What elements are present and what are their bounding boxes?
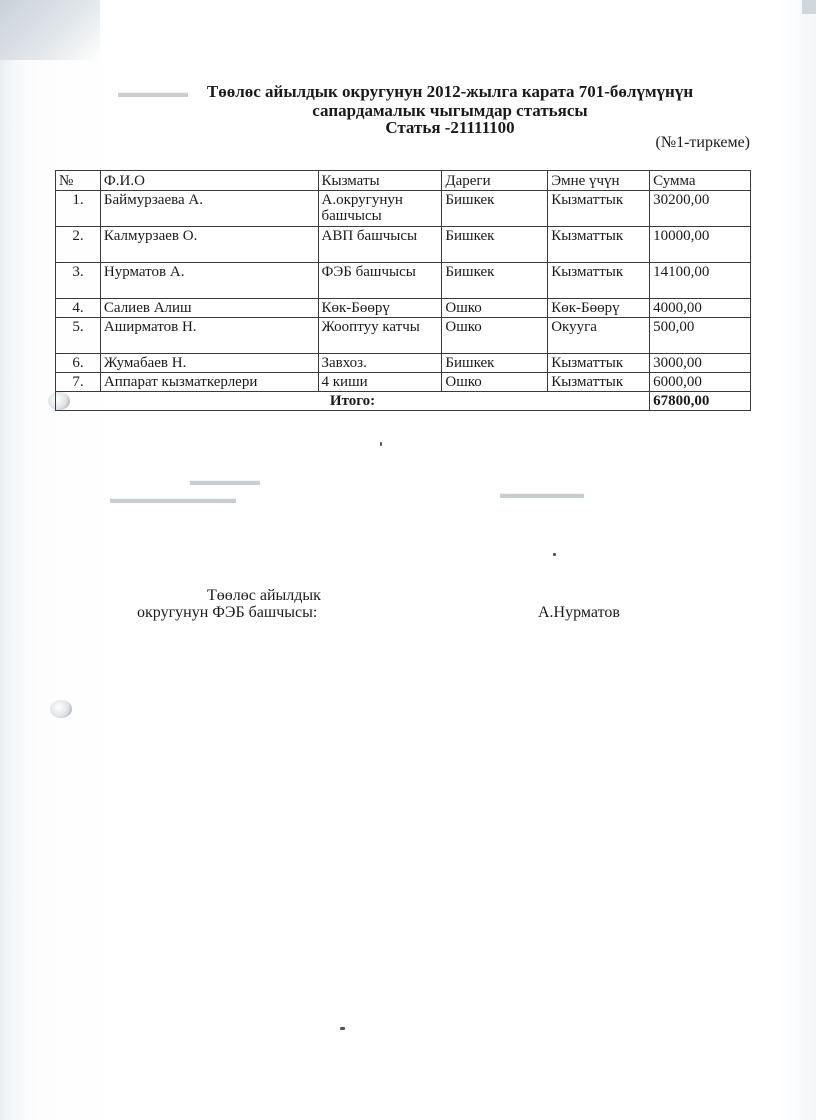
row-address: Ошко	[442, 299, 548, 318]
row-position: АВП башчысы	[318, 227, 442, 263]
row-purpose: Кызматтык	[548, 354, 650, 373]
page-corner	[802, 0, 816, 14]
title-line-3: Статья -21111100	[385, 118, 515, 137]
speck	[380, 442, 382, 446]
header-num: №	[56, 171, 101, 191]
header-position: Кызматы	[318, 171, 442, 191]
total-value: 67800,00	[650, 392, 751, 411]
table-total-row	[56, 392, 751, 411]
header-sum: Сумма	[650, 171, 751, 191]
punch-hole	[50, 700, 72, 718]
show-through-mark: ▬▬▬▬▬▬	[500, 485, 584, 501]
row-name: Аширматов Н.	[100, 318, 318, 354]
page-fold-shadow	[0, 0, 100, 60]
header-name: Ф.И.О	[100, 171, 318, 191]
row-num: 6.	[56, 354, 101, 373]
row-address: Ошко	[442, 373, 548, 392]
header-purpose: Эмне үчүн	[548, 171, 650, 191]
row-num: 4.	[56, 299, 101, 318]
row-num: 3.	[56, 263, 101, 299]
row-sum: 30200,00	[650, 191, 751, 227]
table-header-row	[56, 171, 751, 191]
total-label: Итого:	[56, 392, 650, 411]
table-row	[56, 299, 751, 318]
row-sum: 10000,00	[650, 227, 751, 263]
row-position: Завхоз.	[318, 354, 442, 373]
row-position: Көк-Бөөрү	[318, 299, 442, 318]
show-through-mark: ▬▬▬▬▬	[118, 84, 188, 100]
row-sum: 14100,00	[650, 263, 751, 299]
row-purpose: Кызматтык	[548, 373, 650, 392]
row-address: Бишкек	[442, 354, 548, 373]
row-sum: 4000,00	[650, 299, 751, 318]
table-row	[56, 373, 751, 392]
signature-line-2: округунун ФЭБ башчысы:	[137, 604, 318, 621]
appendix-label: (№1-тиркеме)	[655, 134, 750, 151]
row-address: Бишкек	[442, 263, 548, 299]
row-num: 7.	[56, 373, 101, 392]
table-row	[56, 354, 751, 373]
row-purpose: Кызматтык	[548, 263, 650, 299]
row-purpose: Көк-Бөөрү	[548, 299, 650, 318]
signature-line-1: Төөлөс айылдык	[207, 587, 321, 604]
row-position: Жооптуу катчы	[318, 318, 442, 354]
row-num: 2.	[56, 227, 101, 263]
table-row	[56, 227, 751, 263]
row-name: Нурматов А.	[100, 263, 318, 299]
row-name: Аппарат кызматкерлери	[100, 373, 318, 392]
header-address: Дареги	[442, 171, 548, 191]
expense-table	[55, 170, 751, 411]
row-sum: 3000,00	[650, 354, 751, 373]
row-name: Калмурзаев О.	[100, 227, 318, 263]
row-address: Ошко	[442, 318, 548, 354]
title-line-1: Төөлөс айылдык округунун 2012-жылга карата 701-бөлүмүнүн	[206, 82, 694, 101]
speck	[340, 1027, 345, 1030]
row-sum: 500,00	[650, 318, 751, 354]
row-num: 1.	[56, 191, 101, 227]
row-name: Салиев Алиш	[100, 299, 318, 318]
row-address: Бишкек	[442, 227, 548, 263]
row-position: А.округунун башчысы	[318, 191, 442, 227]
row-purpose: Кызматтык	[548, 191, 650, 227]
title-line-2: сапардамалык чыгымдар статьясы	[312, 101, 588, 120]
row-name: Баймурзаева А.	[100, 191, 318, 227]
row-purpose: Кызматтык	[548, 227, 650, 263]
table-row	[56, 191, 751, 227]
show-through-mark: ▬▬▬▬▬▬▬▬▬	[110, 490, 236, 506]
row-name: Жумабаев Н.	[100, 354, 318, 373]
show-through-mark: ▬▬▬▬▬	[190, 472, 260, 488]
signature-name: А.Нурматов	[538, 604, 620, 621]
table-row	[56, 318, 751, 354]
row-position: ФЭБ башчысы	[318, 263, 442, 299]
speck	[553, 553, 556, 556]
row-position: 4 киши	[318, 373, 442, 392]
row-sum: 6000,00	[650, 373, 751, 392]
row-address: Бишкек	[442, 191, 548, 227]
row-purpose: Окууга	[548, 318, 650, 354]
row-num: 5.	[56, 318, 101, 354]
table-row	[56, 263, 751, 299]
